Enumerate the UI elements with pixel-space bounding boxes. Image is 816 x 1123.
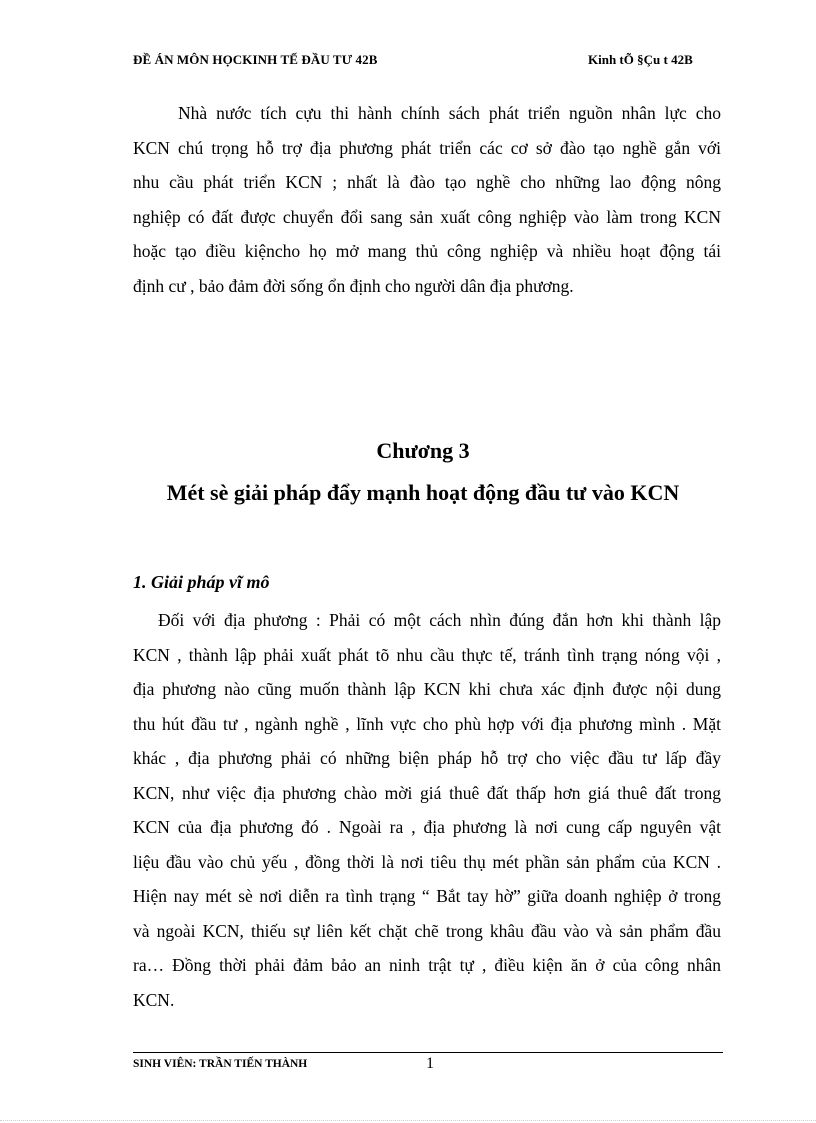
text-line: KCN. [133, 989, 175, 1010]
paragraph-body [133, 603, 721, 1017]
text-line: KCN chú trọng hỗ trợ địa phương phát triển các cơ sở đào tạo nghề gắn với [133, 137, 721, 158]
text-line: Nhà nước tích cựu thi hành chính sách phát triển nguồn nhân lực cho [178, 103, 721, 123]
page-number: 1 [426, 1055, 434, 1072]
text-line: KCN , thành lập phải xuất phát tõ nhu cầu thực tế, tránh tình trạng nóng vội , [133, 644, 721, 665]
text-line: thu hút đầu tư , ngành nghề , lĩnh vực cho phù hợp với địa phương mình . Mặt [133, 713, 721, 734]
text-line: nhu cầu phát triển KCN ; nhất là đào tạo nghề cho những lao động nông [133, 172, 721, 192]
text-line: hoặc tạo điều kiệncho họ mở mang thủ công nghiệp và nhiều hoạt động tái [133, 241, 721, 261]
text-line: địa phương nào cũng muốn thành lập KCN khi chưa xác định được nội dung [133, 679, 721, 699]
text-line: ra… Đồng thời phải đảm bảo an ninh trật tự , điều kiện ăn ở của công nhân [133, 955, 721, 975]
chapter-title: Mét sè giải pháp đẩy mạnh hoạt động đầu tư vào KCN [166, 480, 680, 505]
header-class: Kinh tÕ §Çu t 42B [588, 52, 693, 67]
header-title: ĐỀ ÁN MÔN HỌCKINH TẾ ĐẦU TƯ 42B [133, 52, 378, 67]
chapter-number: Chương 3 [376, 438, 470, 463]
paragraph-intro [133, 96, 721, 303]
text-line: khác , địa phương phải có những biện pháp hỗ trợ cho việc đầu tư lấp đầy [133, 748, 721, 768]
text-line: định cư , bảo đảm đời sống ổn định cho người dân địa phương. [133, 275, 574, 296]
footer-student-name: SINH VIÊN: TRẦN TIẾN THÀNH [133, 1058, 308, 1070]
footer-divider [133, 1052, 723, 1053]
text-line: và ngoài KCN, thiếu sự liên kết chặt chẽ trong khâu đầu vào và sản phẩm đầu [133, 920, 721, 941]
page-edge-divider [0, 1120, 816, 1121]
text-line: liệu đầu vào chủ yếu , đồng thời là nơi tiêu thụ mét phần sản phẩm của KCN . [133, 851, 721, 872]
text-line: Hiện nay mét sè nơi diễn ra tình trạng “ Bắt tay hờ” giữa doanh nghiệp ở trong [133, 886, 721, 906]
section-heading: 1. Giải pháp vĩ mô [133, 572, 270, 592]
text-line: nghiệp có đất được chuyển đổi sang sản xuất công nghiệp vào làm trong KCN [133, 206, 721, 227]
text-line: KCN, như việc địa phương chào mời giá thuê đất thấp hơn giá thuê đất trong [133, 782, 721, 803]
text-line: KCN của địa phương đó . Ngoài ra , địa phương là nơi cung cấp nguyên vật [133, 817, 721, 837]
text-line: Đối với địa phương : Phải có một cách nhìn đúng đắn hơn khi thành lập [158, 610, 721, 630]
